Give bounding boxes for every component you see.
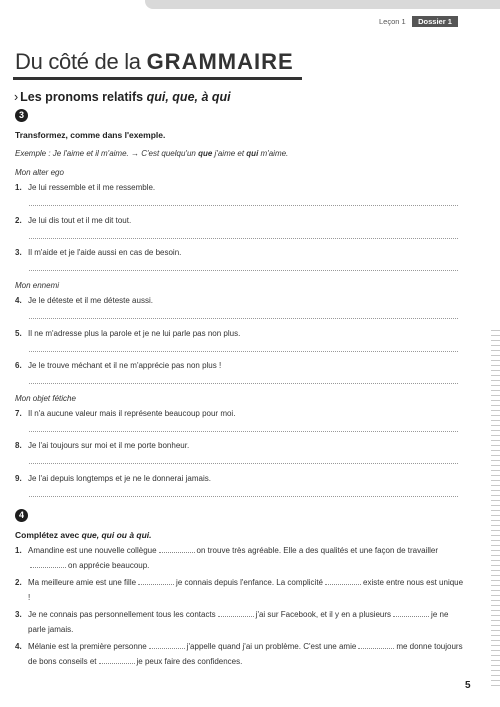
exercise-instruction: Complétez avec que, qui ou à qui. [15,530,152,540]
answer-line[interactable] [29,318,458,319]
blank-field[interactable] [99,657,135,664]
exercise-item: 4. Mélanie est la première personne j'appelle quand j'ai un problème. C'est une amie me donne toujours de bons conseils et je peux faire des confidences. [15,642,463,666]
answer-line[interactable] [29,431,458,432]
chevron-icon: › [14,90,19,104]
exercise-item: 8. Je l'ai toujours sur moi et il me porte bonheur. [15,441,190,450]
blank-field[interactable] [149,642,185,649]
exercise-item: 3. Il m'aide et je l'aide aussi en cas de besoin. [15,248,182,257]
page-number: 5 [465,680,471,691]
answer-line[interactable] [29,351,458,352]
page-title [15,49,294,75]
section-heading: Mon ennemi [15,281,60,290]
exercise-item: 4. Je le déteste et il me déteste aussi. [15,296,153,305]
exercise-number-badge: 3 [15,109,28,122]
blank-field[interactable] [358,642,394,649]
lesson-label: Leçon 1 [379,17,406,26]
top-band [145,0,500,9]
exercise-item: 1. Je lui ressemble et il me ressemble. [15,183,156,192]
blank-field[interactable] [138,578,174,585]
exercise-item: 6. Je le trouve méchant et il ne m'apprécie pas non plus ! [15,361,222,370]
exercise-item: 9. Je l'ai depuis longtemps et je ne le donnerai jamais. [15,474,211,483]
answer-line[interactable] [29,496,458,497]
answer-line[interactable] [29,463,458,464]
answer-line[interactable] [29,270,458,271]
title-underline [13,77,302,80]
blank-field[interactable] [325,578,361,585]
exercise-example: Exemple : Je l'aime et il m'aime. → C'est quelqu'un que j'aime et qui m'aime. [15,149,289,158]
title-lead: Du côté de la [15,49,147,74]
exercise-instruction: Transformez, comme dans l'exemple. [15,130,166,140]
blank-field[interactable] [30,561,66,568]
exercise-number-badge: 4 [15,509,28,522]
answer-line[interactable] [29,205,458,206]
dossier-badge: Dossier 1 [412,16,458,27]
blank-field[interactable] [218,610,254,617]
exercise-item: 3. Je ne connais pas personnellement tous les contacts j'ai sur Facebook, et il y en a plusieurs je ne parle jamais. [15,610,449,634]
exercise-item: 5. Il ne m'adresse plus la parole et je ne lui parle pas non plus. [15,329,241,338]
section-heading: Mon alter ego [15,168,64,177]
exercise-item: 2. Je lui dis tout et il me dit tout. [15,216,132,225]
page-edge-marks [491,330,500,690]
blank-field[interactable] [393,610,429,617]
section-subtitle [14,90,231,104]
subtitle-words: qui, que, à qui [146,90,231,104]
section-heading: Mon objet fétiche [15,394,76,403]
subtitle-text: Les pronoms relatifs [20,90,147,104]
title-caps: GRAMMAIRE [146,49,294,74]
exercise-item: 1. Amandine est une nouvelle collègue on trouve très agréable. Elle a des qualités et une façon de travailleron apprécie beaucoup. [15,546,439,570]
exercise-item: 7. Il n'a aucune valeur mais il représente beaucoup pour moi. [15,409,236,418]
answer-line[interactable] [29,238,458,239]
answer-line[interactable] [29,383,458,384]
exercise-item: 2. Ma meilleure amie est une fille je connais depuis l'enfance. La complicité existe entre nous est unique ! [15,578,464,602]
blank-field[interactable] [159,546,195,553]
